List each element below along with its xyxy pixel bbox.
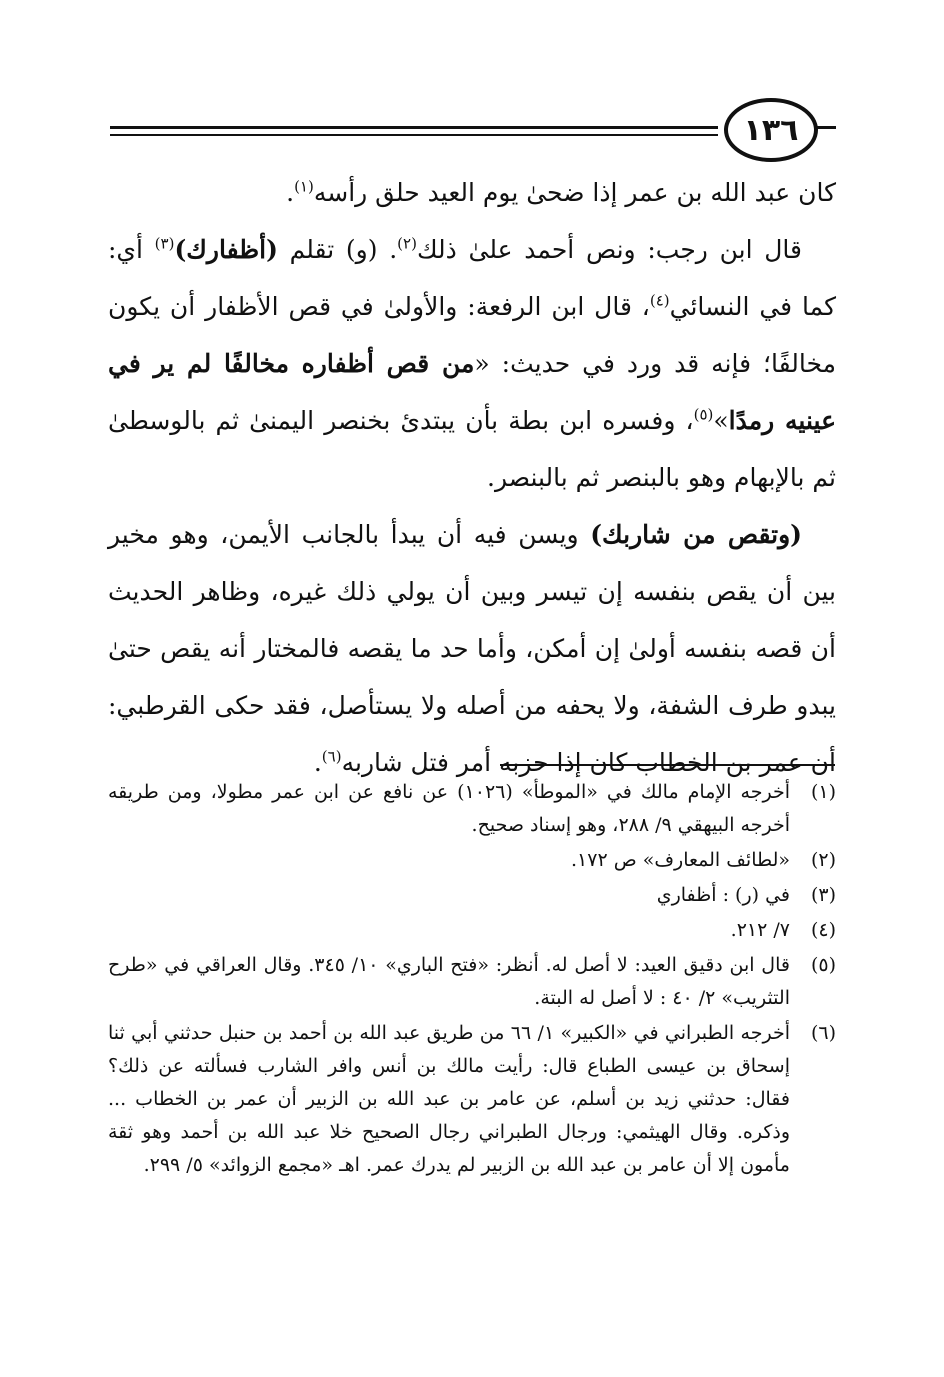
footnote-text: ٧/ ٢١٢. <box>730 919 790 941</box>
page-number: ١٣٦ <box>724 98 818 162</box>
main-text <box>108 164 836 791</box>
p2-text-c: أي: كما في النسائي <box>108 235 836 321</box>
footnote-number: (٤) <box>810 919 836 941</box>
p2-bold-term: (أظفارك) <box>174 235 278 264</box>
footnote-item <box>108 844 836 877</box>
paragraph-2 <box>108 221 836 506</box>
footnotes <box>108 776 836 1182</box>
paragraph-3 <box>108 506 836 791</box>
footnote-text: «لطائف المعارف» ص ١٧٢. <box>570 849 790 871</box>
header-rule-bottom <box>110 134 718 136</box>
footnote-text: في (ر) : أظفاري <box>656 884 790 906</box>
footnote-ref-6[interactable]: (٦) <box>321 747 342 766</box>
footnote-number: (٦) <box>810 1022 836 1044</box>
footnote-ref-4[interactable]: (٤) <box>649 291 670 310</box>
footnote-text: أخرجه الطبراني في «الكبير» ١/ ٦٦ من طريق عبد الله بن أحمد بن حنبل حدثني أبي ثنا إسحاق بن عيسى الطباع قال: رأيت مالك بن أنس وافر الشارب فسألته عن ذلك؟ فقال: حدثني زيد بن أسلم، عن عامر بن عبد الله بن الزبير أن عمر بن الخطاب ... وذكره. وقال الهيثمي: ورجال الطبراني رجال الصحيح خلا عبد الله بن أحمد وهو ثقة مأمون إلا أن عامر بن عبد الله بن الزبير لم يدرك عمر. اهـ «مجمع الزوائد» ٥/ ٢٩٩. <box>108 1022 790 1176</box>
p3-text: ويسن فيه أن يبدأ بالجانب الأيمن، وهو مخير بين أن يقص بنفسه إن تيسر وبين أن يولي ذلك غيره، وظاهر الحديث أن قصه بنفسه أولىٰ إن أمكن، وأما حد ما يقصه فالمختار أنه يقص حتىٰ يبدو طرف الشفة، ولا يحفه من أصله ولا يستأصل، فقد حكى القرطبي: أن عمر بن الخطاب كان إذا حزبه أمر فتل شاربه <box>108 520 836 777</box>
p2-text-b: . (و) تقلم <box>277 235 398 264</box>
p3-end: . <box>313 748 322 777</box>
p1-end: . <box>286 178 295 207</box>
p2-text-d: ، قال ابن الرفعة: والأولىٰ في قص الأظفار أن يكون مخالفًا؛ فإنه قد ورد في حديث: « <box>108 292 837 378</box>
footnote-number: (١) <box>810 781 836 803</box>
footnote-item <box>108 776 836 842</box>
p2-text-f: ، وفسره ابن بطة بأن يبتدئ بخنصر اليمنىٰ ثم بالوسطىٰ ثم بالإبهام وهو بالبنصر ثم بالبنصر. <box>108 406 836 492</box>
footnote-ref-5[interactable]: (٥) <box>693 405 714 424</box>
footnote-item <box>108 949 836 1015</box>
footnote-number: (٢) <box>810 849 836 871</box>
footnote-text: قال ابن دقيق العيد: لا أصل له. أنظر: «فتح الباري» ١٠/ ٣٤٥. وقال العراقي في «طرح التثريب» ٢/ ٤٠ : لا أصل له البتة. <box>108 954 790 1009</box>
header-rule-top <box>110 126 718 129</box>
p2-hadith-quote: من قص أظفاره مخالفًا لم ير في عينيه رمدًا <box>108 349 836 435</box>
paragraph-1 <box>108 164 836 221</box>
footnote-number: (٣) <box>810 884 836 906</box>
footnote-ref-3[interactable]: (٣) <box>154 234 175 253</box>
footnote-item <box>108 914 836 947</box>
header-rule-tail <box>816 126 836 129</box>
footnote-text: أخرجه الإمام مالك في «الموطأ» (١٠٢٦) عن نافع عن ابن عمر مطولا، ومن طريقه أخرجه البيهقي ٩/ ٢٨٨، وهو إسناد صحيح. <box>108 781 790 836</box>
footnote-ref-2[interactable]: (٢) <box>397 234 417 253</box>
footnote-separator <box>500 764 835 766</box>
page-header <box>110 96 836 166</box>
footnote-item <box>108 1017 836 1182</box>
p2-quote-close: » <box>713 406 729 435</box>
footnote-number: (٥) <box>810 954 836 976</box>
p3-bold-term: (وتقص من شاربك) <box>590 520 802 549</box>
footnote-ref-1[interactable]: (١) <box>294 177 314 196</box>
p2-text-a: قال ابن رجب: ونص أحمد علىٰ ذلك <box>416 235 802 264</box>
p1-text: كان عبد الله بن عمر إذا ضحىٰ يوم العيد حلق رأسه <box>313 178 836 207</box>
footnote-item <box>108 879 836 912</box>
